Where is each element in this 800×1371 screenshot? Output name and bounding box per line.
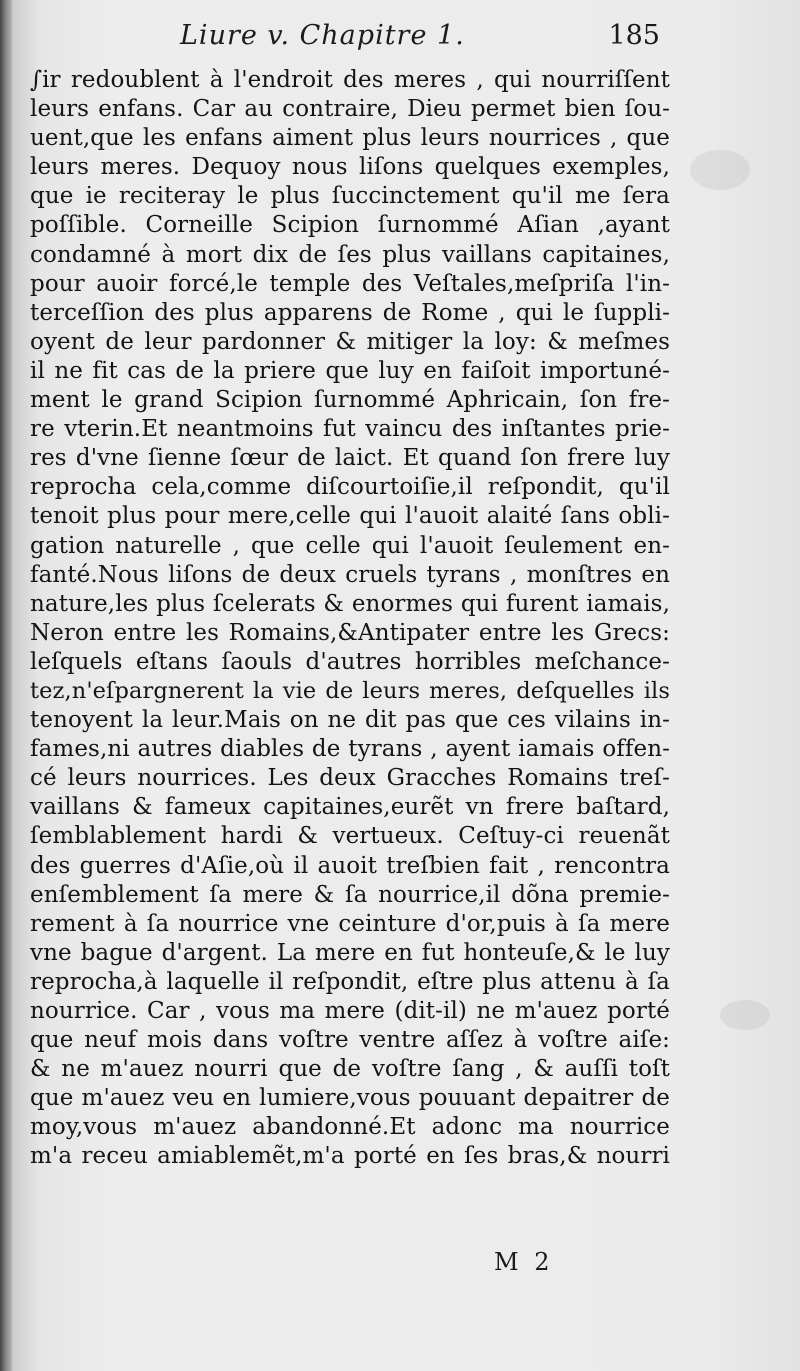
- text-line: que m'auez veu en lumiere,vous pouuant depaitrer de: [30, 1085, 670, 1112]
- running-head: Liure v. Chapitre 1.: [180, 20, 465, 51]
- text-line: fanté.Nous liſons de deux cruels tyrans , monſtres en: [30, 561, 670, 588]
- text-line: oyent de leur pardonner & mitiger la loy: & meſmes: [30, 328, 670, 355]
- text-line: gation naturelle , que celle qui l'auoit ſeulement en-: [30, 532, 670, 559]
- text-line: leurs enfans. Car au contraire, Dieu permet bien ſou-: [30, 96, 670, 123]
- text-line: vaillans & fameux capitaines,eurẽt vn frere baſtard,: [30, 794, 670, 821]
- text-line: reprocha,à laquelle il reſpondit, eſtre plus attenu à ſa: [30, 968, 670, 995]
- text-line: pour auoir forcé,le temple des Veſtales,meſpriſa l'in-: [30, 270, 670, 297]
- text-line: leurs meres. Dequoy nous liſons quelques exemples,: [30, 154, 670, 181]
- paper-smudge: [690, 150, 750, 190]
- text-line: re vterin.Et neantmoins fut vaincu des inſtantes prie-: [30, 416, 670, 443]
- text-line: cé leurs nourrices. Les deux Gracches Romains treſ-: [30, 765, 670, 792]
- text-line: que neuf mois dans voſtre ventre aſſez à voſtre aiſe:: [30, 1027, 670, 1054]
- page-gutter-shadow: [0, 0, 12, 1371]
- text-line: leſquels eſtans ſaouls d'autres horribles meſchance-: [30, 648, 670, 675]
- text-line: ∫ir redoublent à l'endroit des meres , qui nourriſſent: [30, 67, 670, 93]
- text-line: moy,vous m'auez abandonné.Et adonc ma nourrice: [30, 1114, 670, 1141]
- text-line: tenoit plus pour mere,celle qui l'auoit alaité ſans obli-: [30, 503, 670, 530]
- text-line: poſſible. Corneille Scipion ſurnommé Aſian ,ayant: [30, 212, 670, 239]
- page-header: [180, 18, 660, 58]
- text-line: rement à ſa nourrice vne ceinture d'or,puis à ſa mere: [30, 910, 670, 937]
- text-line: que ie reciteray le plus ſuccinctement qu'il me ſera: [30, 183, 670, 210]
- text-line: terceſſion des plus apparens de Rome , qui le ſuppli-: [30, 299, 670, 326]
- text-line: vne bague d'argent. La mere en fut honteuſe,& le luy: [30, 939, 670, 966]
- text-line: des guerres d'Aſie,où il auoit treſbien fait , rencontra: [30, 852, 670, 879]
- text-line: & ne m'auez nourri que de voſtre ſang , & auſſi toſt: [30, 1056, 670, 1083]
- text-line: fames,ni autres diables de tyrans , ayent iamais offen-: [30, 736, 670, 763]
- paper-smudge: [720, 1000, 770, 1030]
- text-line: ment le grand Scipion ſurnommé Aphricain, ſon fre-: [30, 387, 670, 414]
- text-line: reprocha cela,comme diſcourtoiſie,il reſpondit, qu'il: [30, 474, 670, 501]
- signature-mark: M 2: [494, 1248, 554, 1276]
- text-line: il ne fit cas de la priere que luy en faiſoit importuné-: [30, 357, 670, 384]
- text-line: tez,n'eſpargnerent la vie de leurs meres, deſquelles ils: [30, 677, 670, 704]
- text-line: res d'vne ſienne ſœur de laict. Et quand ſon frere luy: [30, 445, 670, 472]
- text-line: nature,les plus ſcelerats & enormes qui furent iamais,: [30, 590, 670, 617]
- text-line: uent,que les enfans aiment plus leurs nourrices , que: [30, 125, 670, 152]
- text-line: condamné à mort dix de ſes plus vaillans capitaines,: [30, 241, 670, 268]
- text-line: nourrice. Car , vous ma mere (dit-il) ne m'auez porté: [30, 998, 670, 1024]
- text-line: Neron entre les Romains,&Antipater entre les Grecs:: [30, 619, 670, 646]
- text-line: ſemblablement hardi & vertueux. Ceſtuy-ci reuenãt: [30, 823, 670, 850]
- text-line: tenoyent la leur.Mais on ne dit pas que ces vilains in-: [30, 707, 670, 734]
- text-line: enſemblement ſa mere & ſa nourrice,il dõna premie-: [30, 881, 670, 908]
- body-text: [30, 66, 670, 1172]
- page-number: 185: [608, 20, 660, 51]
- text-line: m'a receu amiablemẽt,m'a porté en ſes bras,& nourri: [30, 1143, 670, 1170]
